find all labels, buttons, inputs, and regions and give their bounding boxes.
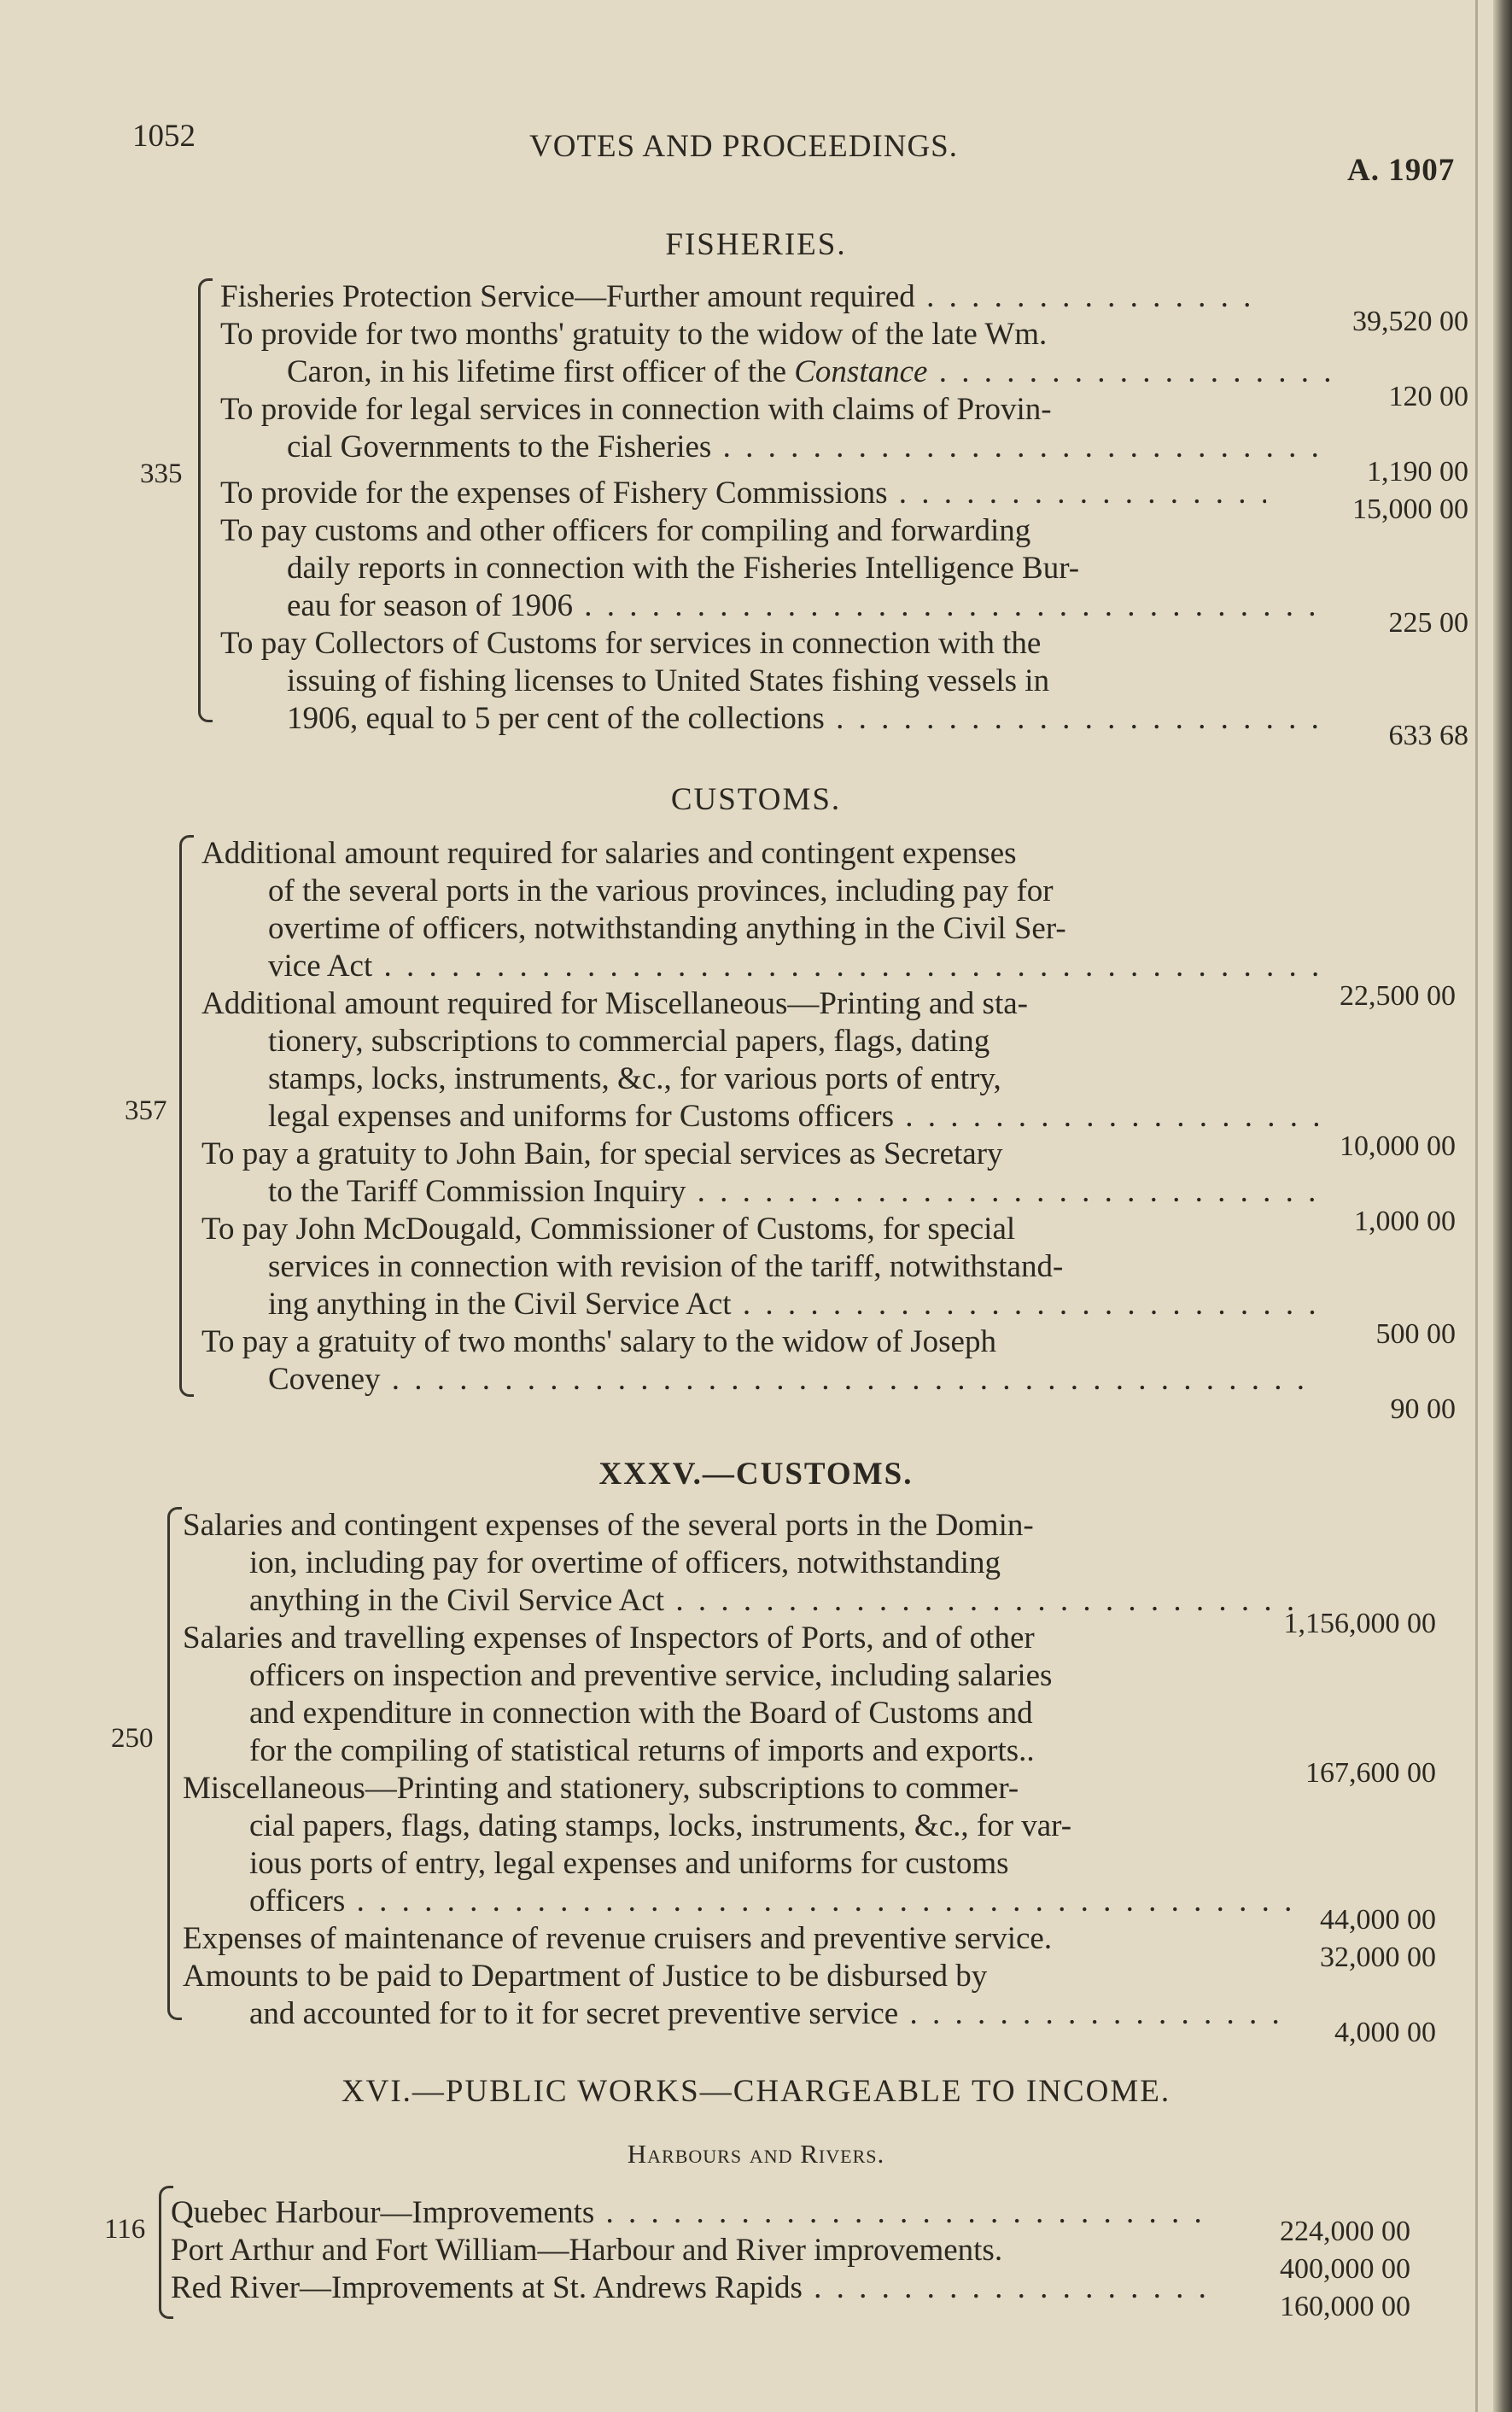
- list-item: Amounts to be paid to Department of Justice to be disbursed by and accounted for to it for secret preventive service . . .: [183, 1958, 1229, 2033]
- vote-number: 357: [125, 1095, 167, 1126]
- binding-shadow: [1475, 0, 1478, 2412]
- item-amount: 167,600 00: [1305, 1757, 1436, 1789]
- list-item: Fisheries Protection Service—Further amount required . . .: [220, 278, 1266, 316]
- item-amount: 633 68: [1388, 720, 1468, 751]
- list-item: To provide for the expenses of Fishery Commissions . . .: [220, 475, 1266, 512]
- list-item: Quebec Harbour—Improvements . . .: [171, 2194, 1214, 2232]
- item-amount: 90 00: [1390, 1393, 1456, 1425]
- list-item: Additional amount required for Miscellaneous—Printing and sta- tionery, subscriptions to commercial papers, flags, dating stamps, locks, instruments, &c., for various ports of entry, legal expenses and uniforms for Customs officers . . .: [201, 985, 1253, 1136]
- group-brace: [167, 1507, 182, 2020]
- section-heading-public-works: XVI.—PUBLIC WORKS—CHARGEABLE TO INCOME.: [341, 2074, 1171, 2109]
- item-amount: 15,000 00: [1352, 493, 1468, 525]
- item-amount: 32,000 00: [1320, 1942, 1436, 1973]
- list-item: To provide for legal services in connection with claims of Provin- cial Governments to the Fisheries . . .: [220, 391, 1266, 466]
- vote-number: 116: [104, 2214, 146, 2245]
- list-item: To pay a gratuity to John Bain, for special services as Secretary to the Tariff Commission Inquiry . . .: [201, 1136, 1253, 1211]
- page-number: 1052: [132, 119, 196, 154]
- list-item: To pay customs and other officers for compiling and forwarding daily reports in connection with the Fisheries Intelligence Bur- eau for season of 1906 . . .: [220, 512, 1266, 625]
- list-item: To provide for two months' gratuity to the widow of the late Wm. Caron, in his lifetime first officer of the Constance . . .: [220, 316, 1266, 391]
- section-heading-customs: CUSTOMS.: [670, 782, 842, 817]
- item-amount: 39,520 00: [1352, 306, 1468, 337]
- section-heading-xxxv-customs: XXXV.—CUSTOMS.: [598, 1457, 914, 1492]
- list-item: To pay a gratuity of two months' salary to the widow of Joseph Coveney . . .: [201, 1323, 1253, 1399]
- page-header: [0, 118, 1512, 188]
- item-amount: 1,190 00: [1367, 456, 1468, 488]
- item-amount: 1,000 00: [1354, 1206, 1456, 1237]
- item-amount: 400,000 00: [1280, 2253, 1410, 2285]
- item-amount: 225 00: [1388, 607, 1468, 639]
- group-brace: [179, 835, 194, 1397]
- list-item: Salaries and travelling expenses of Inspectors of Ports, and of other officers on inspection and preventive service, including salaries and expenditure in connection with the Board of Customs and for the compiling of statistical returns of imports and exports..: [183, 1621, 1053, 1768]
- item-amount: 44,000 00: [1320, 1904, 1436, 1936]
- item-amount: 4,000 00: [1334, 2017, 1436, 2048]
- list-item: Port Arthur and Fort William—Harbour and River improvements.: [171, 2233, 1003, 2268]
- vote-number: 335: [140, 458, 183, 489]
- running-title: VOTES AND PROCEEDINGS.: [529, 129, 959, 164]
- vote-number: 250: [111, 1723, 154, 1754]
- item-amount: 1,156,000 00: [1283, 1608, 1436, 1639]
- list-item: To pay Collectors of Customs for services in connection with the issuing of fishing licenses to United States fishing vessels in 1906, equal to 5 per cent of the collections . . .: [220, 625, 1266, 738]
- list-item: To pay John McDougald, Commissioner of Customs, for special services in connection with revision of the tariff, notwithstand- ing anything in the Civil Service Act . . .: [201, 1211, 1253, 1323]
- item-amount: 120 00: [1388, 381, 1468, 412]
- list-item: Additional amount required for salaries and contingent expenses of the several ports in the various provinces, including pay for overtime of officers, notwithstanding anything in the Civil Ser- vice Act . . .: [201, 835, 1253, 985]
- list-item: Expenses of maintenance of revenue cruisers and preventive service.: [183, 1921, 1053, 1956]
- page-edge: [1493, 0, 1512, 2412]
- item-amount: 22,500 00: [1340, 980, 1456, 1012]
- list-item: Miscellaneous—Printing and stationery, subscriptions to commer- cial papers, flags, dating stamps, locks, instruments, &c., for var- ious ports of entry, legal expenses and uniforms for customs officers . . .: [183, 1770, 1229, 1920]
- list-item: Salaries and contingent expenses of the several ports in the Domin- ion, including pay for overtime of officers, notwithstanding anything in the Civil Service Act . . .: [183, 1507, 1229, 1620]
- list-item: Red River—Improvements at St. Andrews Rapids . . .: [171, 2269, 1214, 2307]
- session-year: A. 1907: [1347, 153, 1456, 188]
- item-amount: 160,000 00: [1280, 2291, 1410, 2322]
- subheading-harbours-rivers: Harbours and Rivers.: [627, 2139, 885, 2169]
- item-amount: 10,000 00: [1340, 1130, 1456, 1162]
- item-amount: 224,000 00: [1280, 2216, 1410, 2247]
- item-amount: 500 00: [1375, 1318, 1456, 1350]
- section-heading-fisheries: FISHERIES.: [665, 227, 847, 262]
- group-brace: [198, 278, 213, 722]
